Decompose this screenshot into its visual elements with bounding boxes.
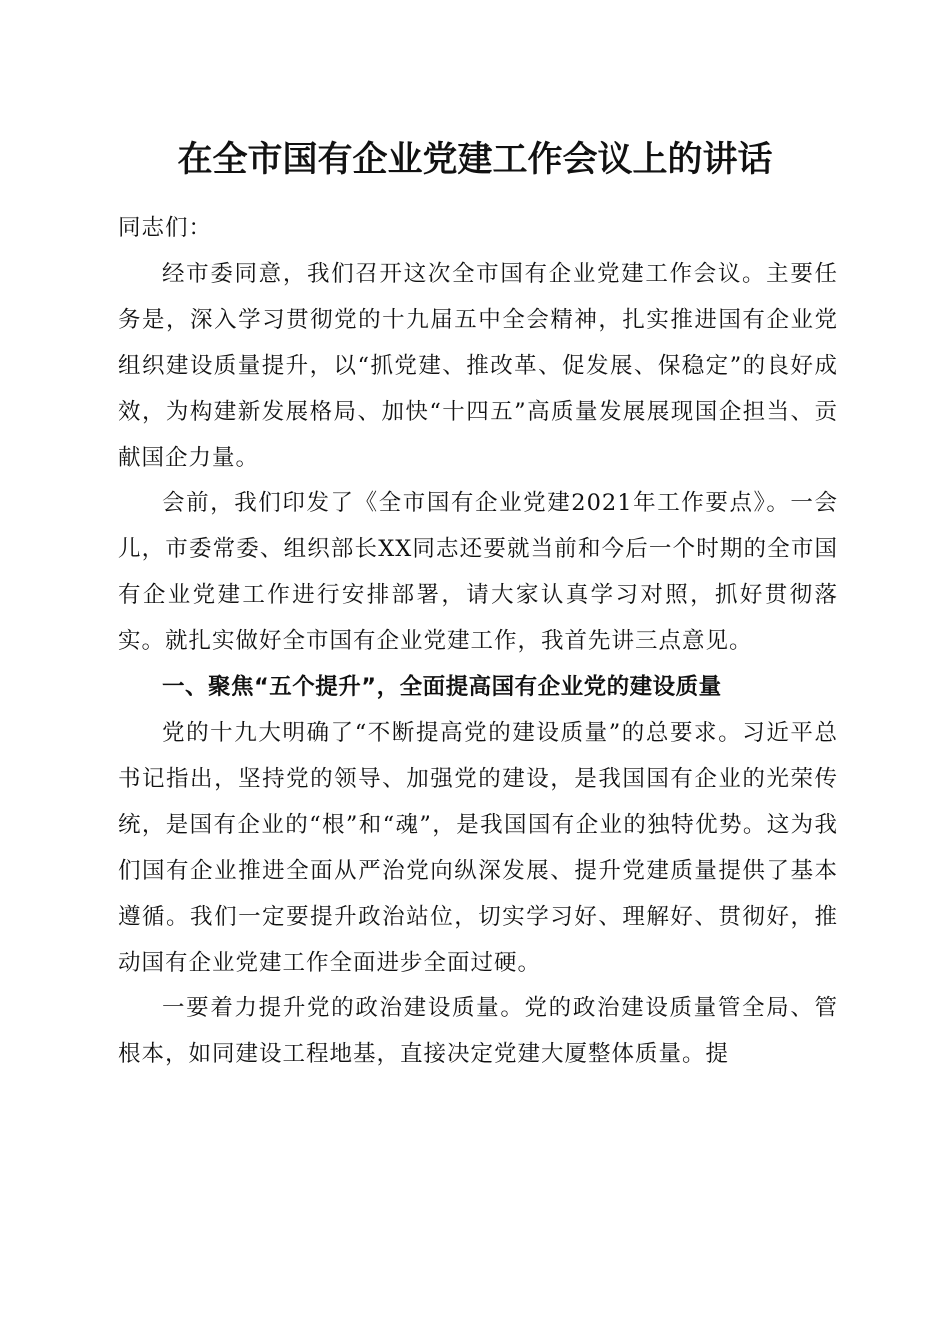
paragraph-section-1: 党的十九大明确了“不断提高党的建设质量”的总要求。习近平总书记指出，坚持党的领导、加强党的建设，是我国国有企业的光荣传统，是国有企业的“根”和“魂”，是我国国有企业的独特优势。这为我们国有企业推进全面从严治党向纵深发展、提升党建质量提供了基本遵循。我们一定要提升政治站位，切实学习好、理解好、贯彻好，推动国有企业党建工作全面进步全面过硬。: [118, 719, 838, 976]
paragraph-preface: 会前，我们印发了《全市国有企业党建2021年工作要点》。一会儿，市委常委、组织部长XX同志还要就当前和今后一个时期的全市国有企业党建工作进行安排部署，请大家认真学习对照，抓好贯彻落实。就扎实做好全市国有企业党建工作，我首先讲三点意见。: [118, 490, 838, 655]
salutation: 同志们：: [118, 215, 213, 241]
paragraph-section-2: 一要着力提升党的政治建设质量。党的政治建设质量管全局、管根本，如同建设工程地基，直接决定党建大厦整体质量。提: [118, 995, 838, 1068]
document-title: 在全市国有企业党建工作会议上的讲话: [177, 139, 773, 180]
section-heading: 一、聚焦“五个提升”，全面提高国有企业党的建设质量: [162, 674, 722, 701]
paragraph-intro: 经市委同意，我们召开这次全市国有企业党建工作会议。主要任务是，深入学习贯彻党的十九届五中全会精神，扎实推进国有企业党组织建设质量提升，以“抓党建、推改革、促发展、保稳定”的良好成效，为构建新发展格局、加快“十四五”高质量发展展现国企担当、贡献国企力量。: [118, 260, 838, 471]
document-body: [118, 206, 838, 1078]
